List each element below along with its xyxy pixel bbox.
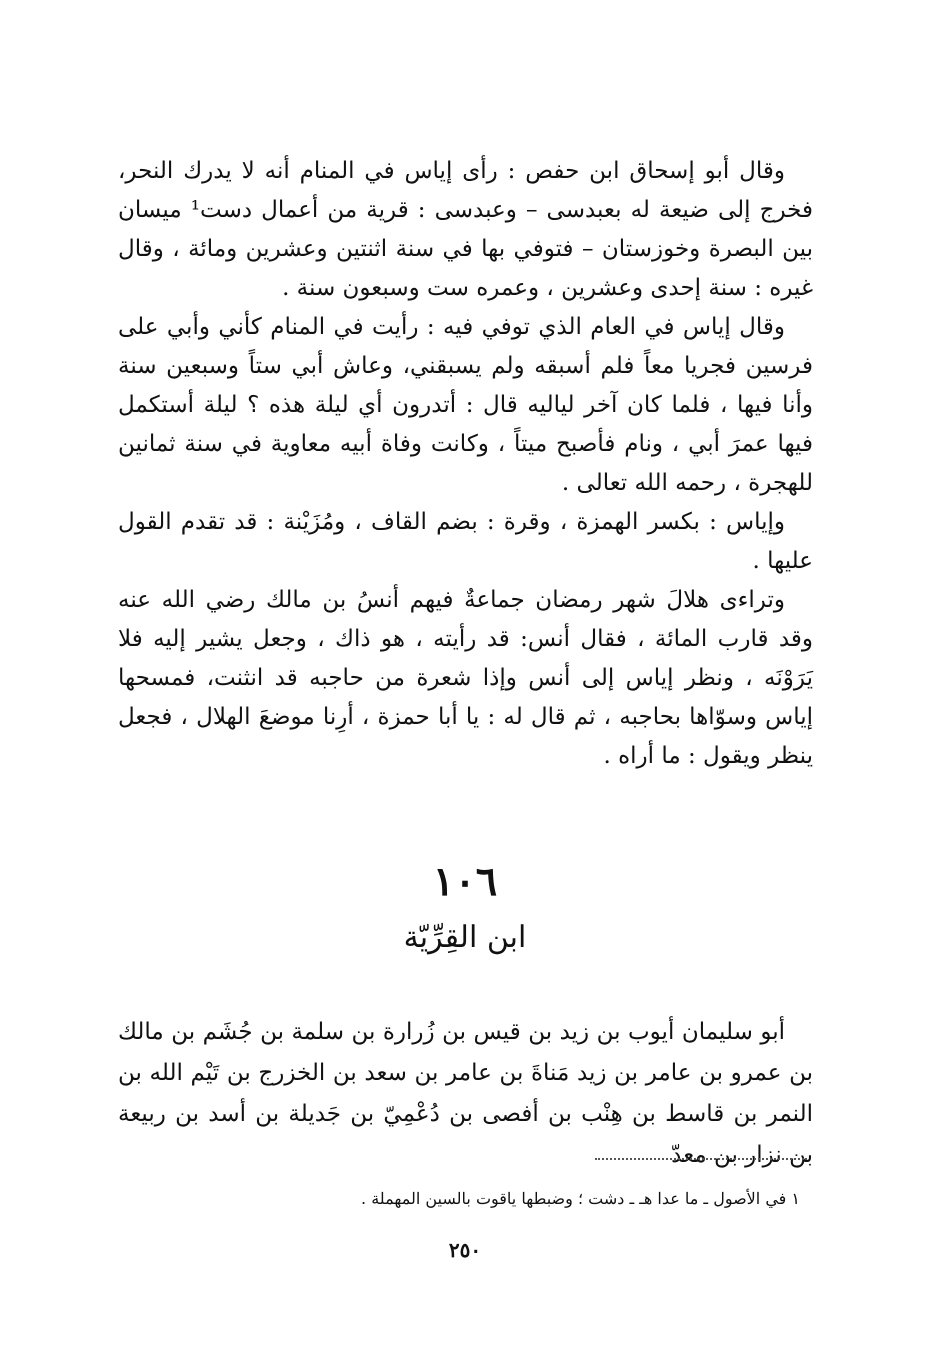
page-number: ٢٥٠: [448, 1238, 482, 1262]
entry-title: ابن القِرِّيّة: [403, 920, 527, 955]
paragraph: أبو سليمان أيوب بن زيد بن قيس بن زُرارة بن سلمة بن جُشَم بن مالك بن عمرو بن عامر بن زيد مَناةَ بن عامر بن سعد بن الخزرج بن تَيْم الله بن النمر بن قاسط بن هِنْب بن أفصى بن دُعْمِيّ بن جَديلة بن أسد بن ربيعة بن نزار بن معدّ: [118, 1019, 813, 1168]
paragraph: وتراءى هلالَ شهر رمضان جماعةٌ فيهم أنسُ بن مالك رضي الله عنه وقد قارب المائة ، فقال أنس: قد رأيته ، هو ذاك ، وجعل يشير إليه فلا يَرَوْنَه ، ونظر إياس إلى أنس وإذا شعرة من حاجبه قد انثنت، فمسحها إياس وسوّاها بحاجبه ، ثم قال له : يا أبا حمزة ، أرِنا موضعَ الهلال ، فجعل ينظر ويقول : ما أراه .: [118, 587, 813, 769]
paragraph: وقال أبو إسحاق ابن حفص : رأى إياس في المنام أنه لا يدرك النحر، فخرج إلى ضيعة له بعبدسى – وعبدسى : قرية من أعمال دست¹ ميسان بين البصرة وخوزستان – فتوفي بها في سنة اثنتين وعشرين ومائة ، وقال غيره : سنة إحدى وعشرين ، وعمره ست وسبعون سنة .: [118, 158, 813, 301]
footnote-divider: [595, 1158, 807, 1160]
paragraph: وإياس : بكسر الهمزة ، وقرة : بضم القاف ، ومُزَيْنة : قد تقدم القول عليها .: [118, 509, 813, 574]
footnote: ١ في الأصول ـ ما عدا هـ ـ دشت ؛ وضبطها ياقوت بالسين المهملة .: [361, 1189, 800, 1208]
paragraph: وقال إياس في العام الذي توفي فيه : رأيت في المنام كأني وأبي على فرسين فجريا معاً فلم أسبقه ولم يسبقني، وعاش أبي ستاً وسبعين سنة وأنا فيها ، فلما كان آخر لياليه قال : أتدرون أي ليلة هذه ؟ ليلة أستكمل فيها عمرَ أبي ، ونام فأصبح ميتاً ، وكانت وفاة أبيه معاوية في سنة ثمانين للهجرة ، رحمه الله تعالى .: [118, 314, 813, 496]
entry-text: [118, 1012, 813, 1176]
body-text: [118, 152, 813, 776]
entry-number: ١٠٦: [432, 858, 498, 905]
